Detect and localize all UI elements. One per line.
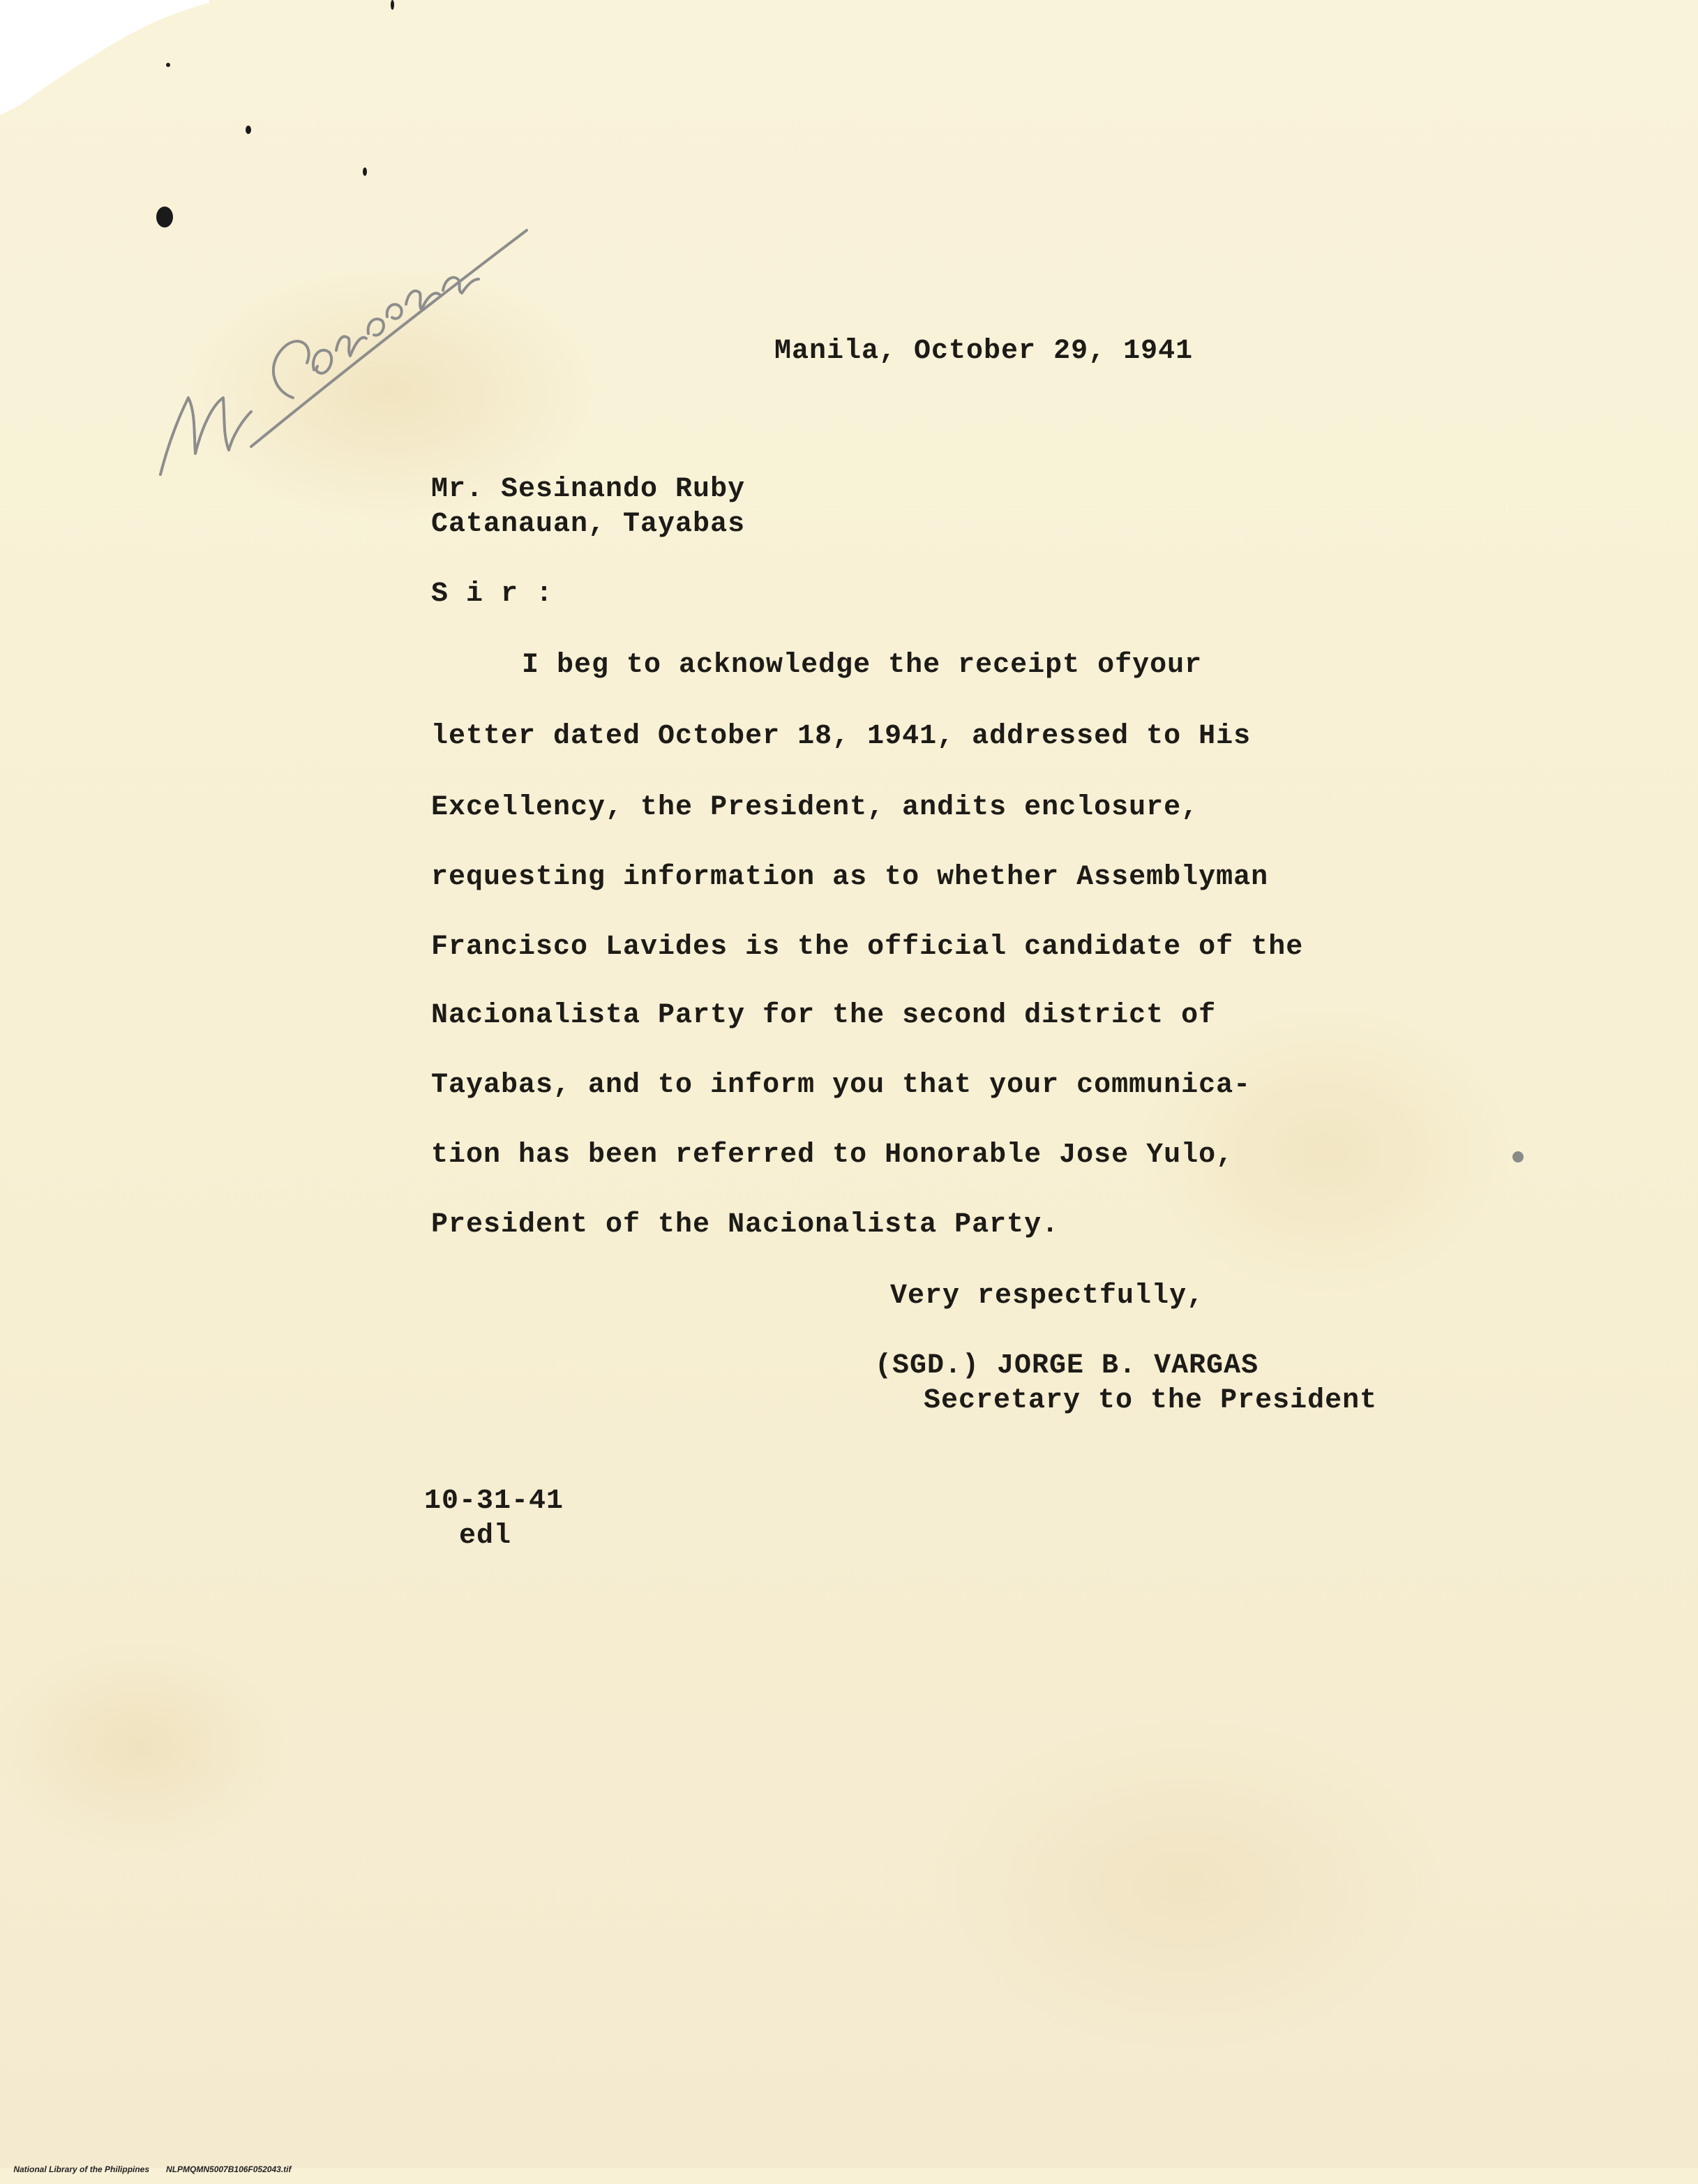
library-name: National Library of the Philippines — [13, 2164, 150, 2174]
recipient-name: Mr. Sesinando Ruby — [431, 474, 746, 505]
signature-title: Secretary to the President — [924, 1385, 1378, 1416]
body-line: Excellency, the President, andits enclosure, — [431, 792, 1199, 823]
ink-speck — [246, 126, 251, 134]
handwritten-note — [146, 167, 537, 488]
body-line: Francisco Lavides is the official candidate of the — [431, 932, 1304, 963]
archive-footer — [4, 2155, 291, 2184]
body-line: letter dated October 18, 1941, addressed to His — [431, 721, 1252, 752]
torn-corner — [0, 0, 209, 119]
salutation: S i r : — [431, 578, 554, 610]
body-line: I beg to acknowledge the receipt ofyour — [522, 650, 1203, 681]
body-line: tion has been referred to Honorable Jose Yulo, — [431, 1139, 1234, 1171]
ink-speck — [391, 0, 394, 10]
body-line: President of the Nacionalista Party. — [431, 1209, 1060, 1241]
signature: (SGD.) JORGE B. VARGAS — [875, 1350, 1259, 1382]
body-line: requesting information as to whether Assemblyman — [431, 862, 1269, 893]
paper-spot — [1512, 1151, 1524, 1162]
body-line: Tayabas, and to inform you that your communica- — [431, 1070, 1252, 1101]
file-id: NLPMQMN5007B106F052043.tif — [166, 2164, 292, 2174]
recipient-address: Catanauan, Tayabas — [431, 509, 746, 540]
ink-speck — [166, 63, 170, 67]
reference-date: 10-31-41 — [424, 1486, 564, 1517]
body-line: Nacionalista Party for the second district of — [431, 1000, 1217, 1031]
ink-blot — [156, 207, 173, 227]
ink-speck — [363, 167, 367, 176]
closing: Very respectfully, — [890, 1280, 1205, 1312]
place-date: Manila, October 29, 1941 — [774, 336, 1194, 367]
typist-initials: edl — [459, 1520, 512, 1552]
